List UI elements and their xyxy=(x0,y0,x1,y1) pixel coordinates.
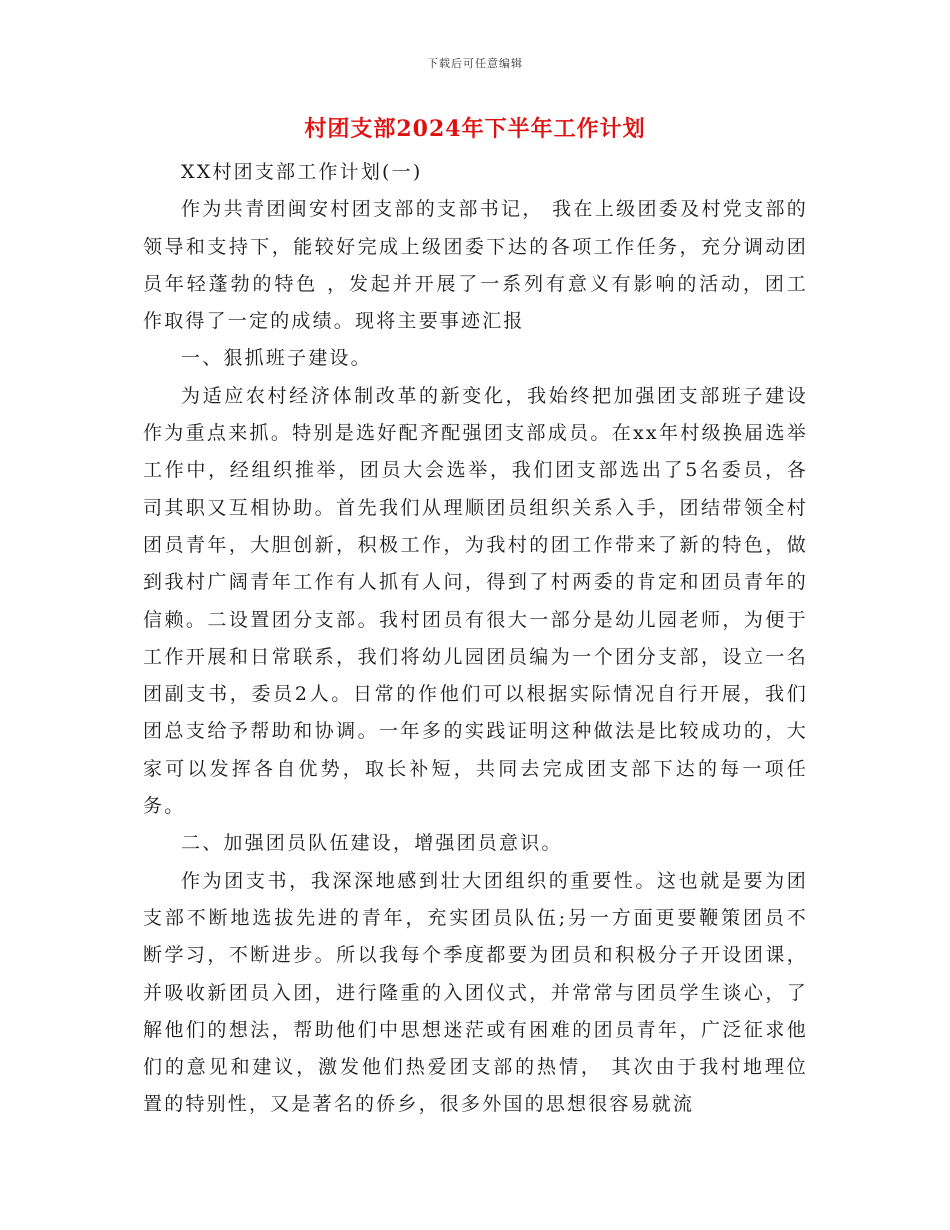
header-note: 下载后可任意编辑 xyxy=(427,57,523,70)
document-title: 村团支部2024年下半年工作计划 xyxy=(304,116,646,142)
document-body xyxy=(143,154,808,1124)
paragraph-section-1: 为适应农村经济体制改革的新变化，我始终把加强团支部班子建设作为重点来抓。特别是选好配齐配强团支部成员。在xx年村级换届选举工作中，经组织推举，团员大会选举，我们团支部选出了5名委员，各司其职又互相协助。首先我们从理顺团员组织关系入手，团结带领全村团员青年，大胆创新，积极工作，为我村的团工作带来了新的特色，做到我村广阔青年工作有人抓有人问，得到了村两委的肯定和团员青年的信赖。二设置团分支部。我村团员有很大一部分是幼儿园老师，为便于工作开展和日常联系，我们将幼儿园团员编为一个团分支部，设立一名团副支书，委员2人。日常的作他们可以根据实际情况自行开展，我们团总支给予帮助和协调。一年多的实践证明这种做法是比较成功的，大家可以发挥各自优势，取长补短，共同去完成团支部下达的每一项任务。 xyxy=(143,384,808,818)
section-heading-2: 二、加强团员队伍建设，增强团员意识。 xyxy=(181,832,563,855)
paragraph-intro: 作为共青团闽安村团支部的支部书记， 我在上级团委及村党支部的领导和支持下，能较好完成上级团委下达的各项工作任务，充分调动团员年轻蓬勃的特色 ，发起并开展了一系列有意义有影响的活动，团工作取得了一定的成绩。现将主要事迹汇报 xyxy=(143,198,808,333)
paragraph-subtitle: XX村团支部工作计划(一) xyxy=(181,161,423,183)
paragraph-section-2: 作为团支书，我深深地感到壮大团组织的重要性。这也就是要为团支部不断地选拔先进的青年，充实团员队伍;另一方面更要鞭策团员不断学习，不断进步。所以我每个季度都要为团员和积极分子开设团课，并吸收新团员入团，进行隆重的入团仪式，并常常与团员学生谈心，了解他们的想法，帮助他们中思想迷茫或有困难的团员青年，广泛征求他们的意见和建议，激发他们热爱团支部的热情， 其次由于我村地理位置的特别性，又是著名的侨乡，很多外国的思想很容易就流 xyxy=(143,869,808,1116)
section-heading-1: 一、狠抓班子建设。 xyxy=(181,347,372,370)
